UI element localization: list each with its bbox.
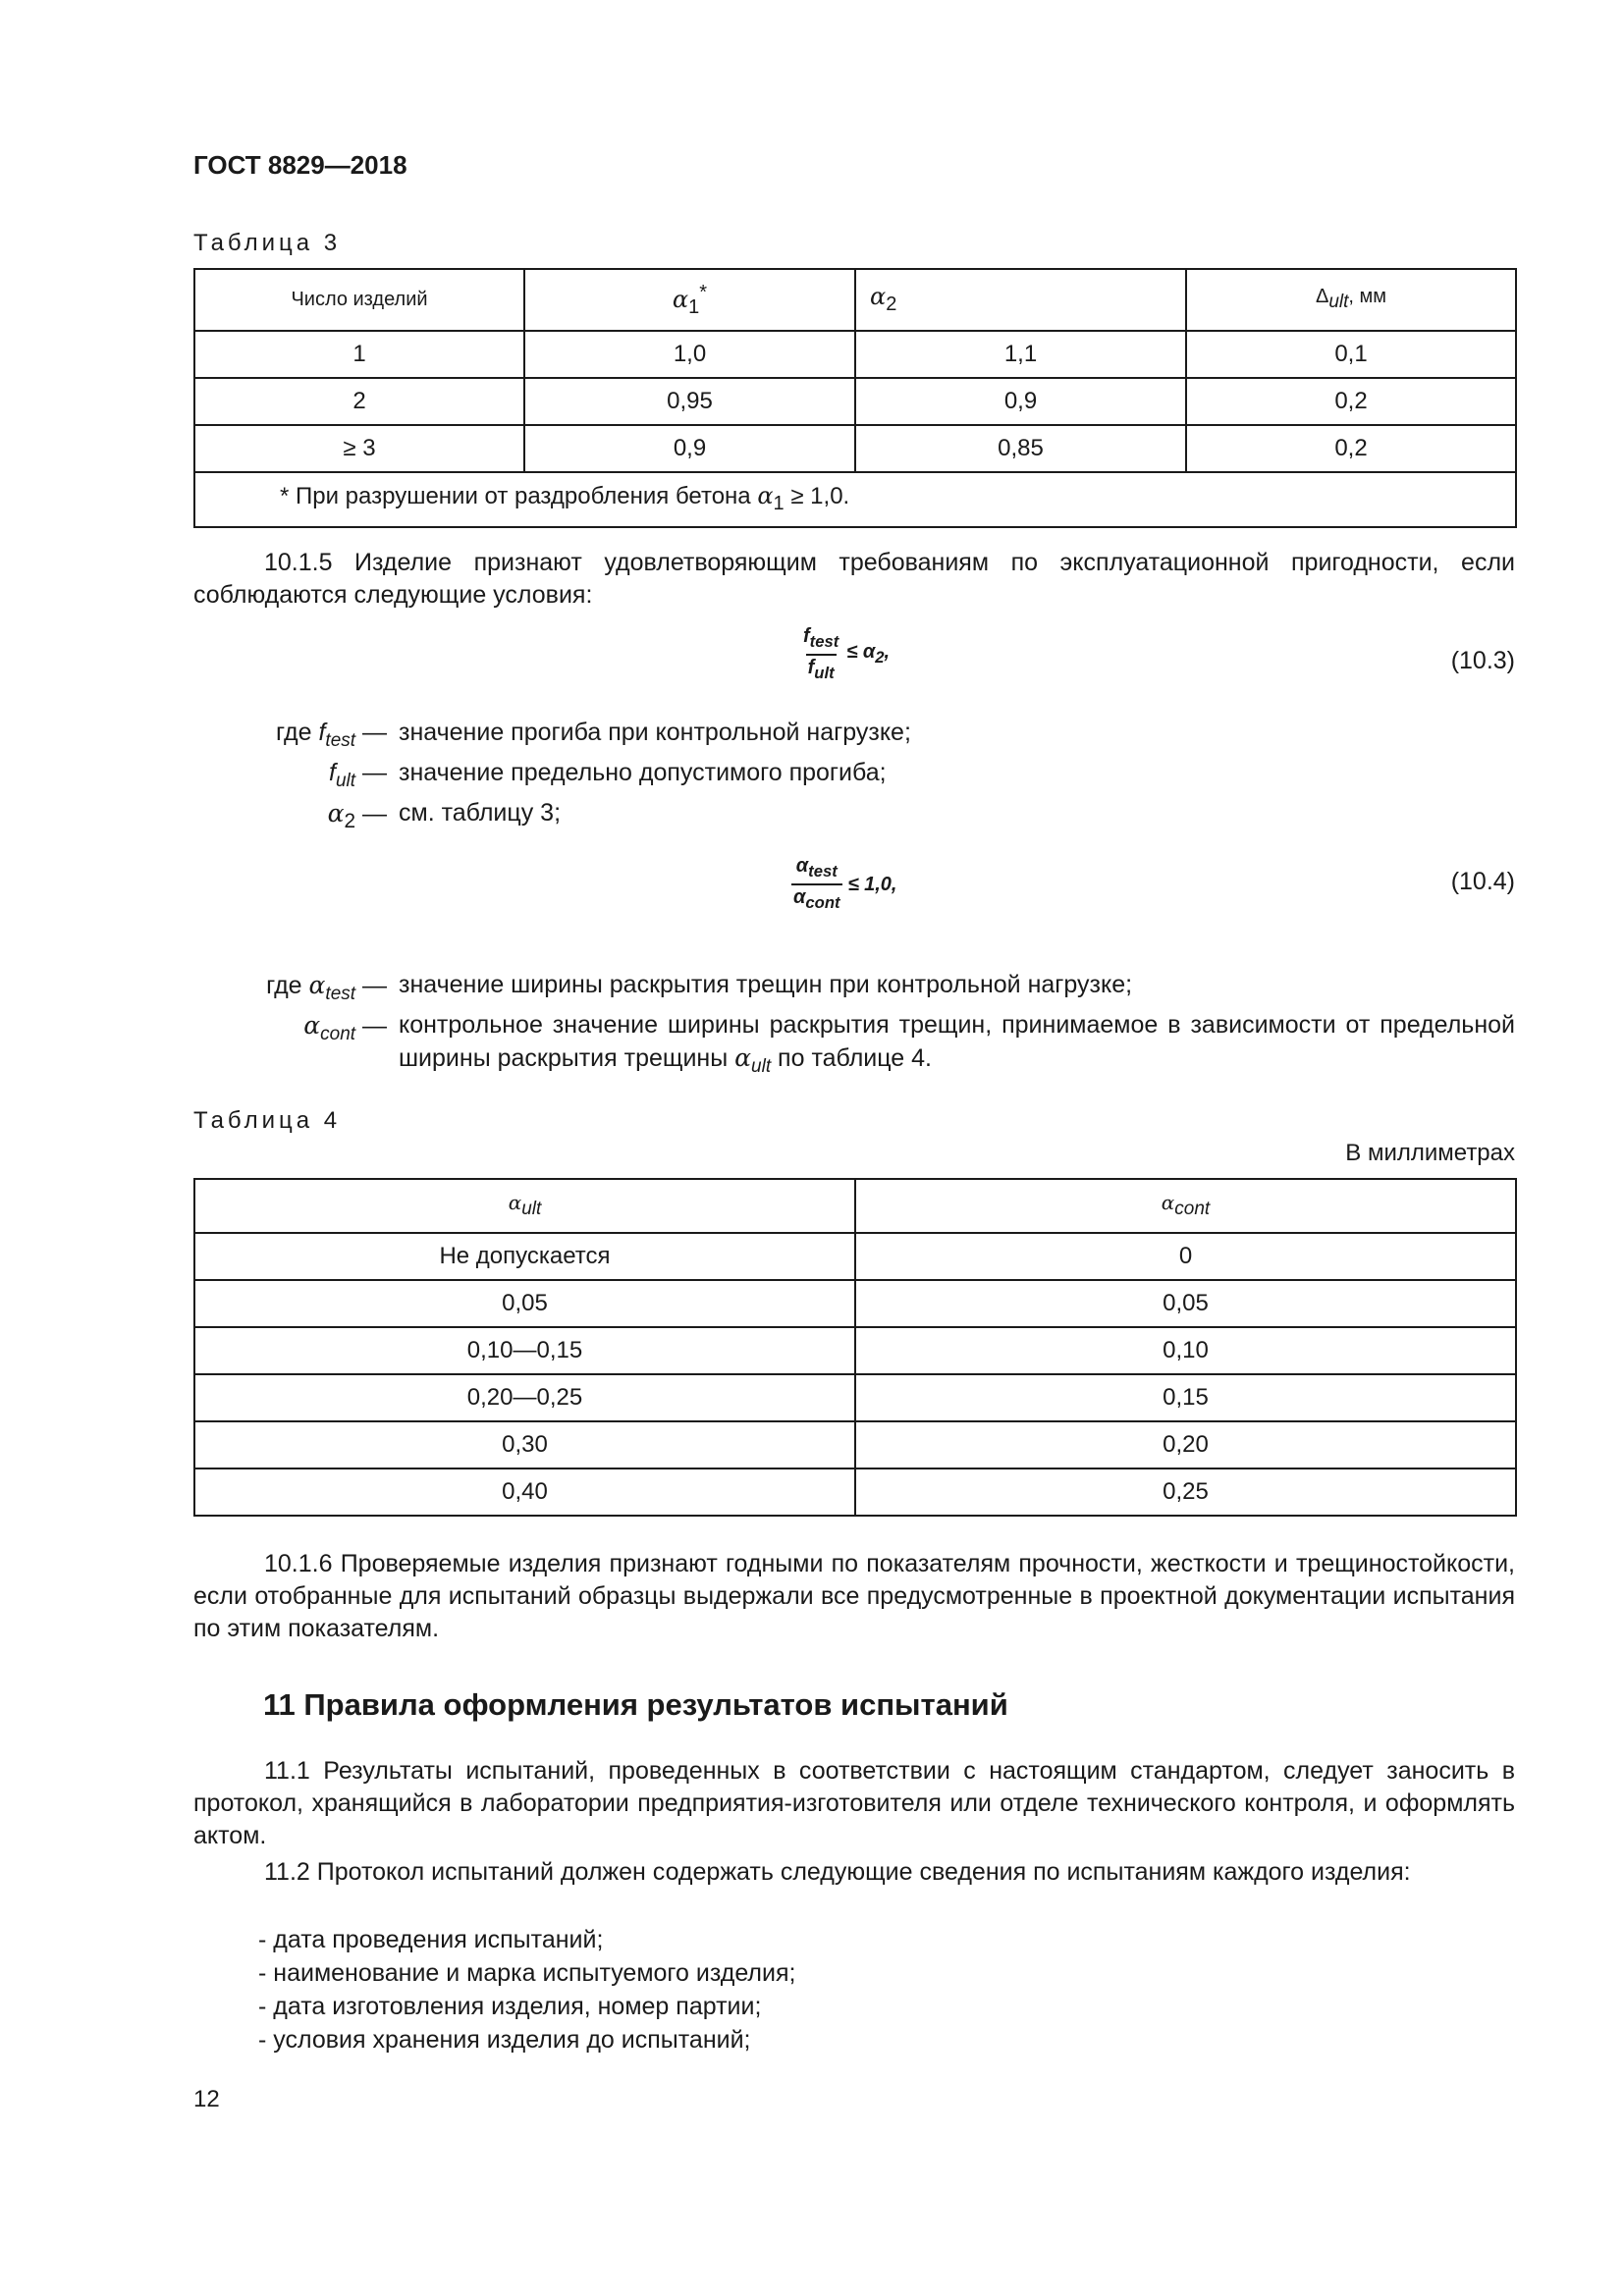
table-cell: 0,9	[855, 378, 1186, 425]
table3-footnote-row	[194, 472, 1516, 527]
table3	[193, 268, 1517, 528]
table-row	[194, 1280, 1516, 1327]
table-row	[194, 425, 1516, 472]
table3-header-alpha1: $\alpha_1^*$	[524, 269, 855, 331]
table-cell: 0,9	[524, 425, 855, 472]
list-item: - дата изготовления изделия, номер партии;	[258, 1993, 762, 2020]
table-cell: 0,10	[855, 1327, 1516, 1374]
table-cell: 0,20	[855, 1421, 1516, 1468]
page-number: 12	[193, 2086, 220, 2112]
table3-header-row	[194, 269, 1516, 331]
table-row	[194, 1327, 1516, 1374]
paragraph-10-1-6: 10.1.6 Проверяемые изделия признают годными по показателям прочности, жесткости и трещиностойкости, если отобранные для испытаний образцы выдержали все предусмотренные в проектной документации испытания по этим показателям.	[193, 1550, 1515, 1642]
table-cell: 0,15	[855, 1374, 1516, 1421]
table-cell: 0,05	[194, 1280, 855, 1327]
table-cell: 0,10—0,15	[194, 1327, 855, 1374]
table3-header-alpha2: $\alpha_2$	[855, 269, 1186, 331]
table4-caption: Таблица 4	[193, 1107, 342, 1134]
table-row	[194, 331, 1516, 378]
table4	[193, 1178, 1517, 1517]
list-item: - условия хранения изделия до испытаний;	[258, 2026, 751, 2054]
table-cell: 0,05	[855, 1280, 1516, 1327]
table-row	[194, 1468, 1516, 1516]
table-row	[194, 1421, 1516, 1468]
table-cell: 0,40	[194, 1468, 855, 1516]
list-item: - наименование и марка испытуемого изделия;	[258, 1959, 796, 1987]
formula-10-3: $\frac{f_{test}}{f_{ult}}$ ≤ $\alpha_2$,	[801, 624, 890, 685]
table3-header-count: Число изделий	[194, 269, 524, 331]
table3-footnote: * При разрушении от раздробления бетона $\alpha_1 \ge 1,0$.	[194, 472, 1516, 527]
where-item: где $f_{test}$ — значение прогиба при контрольной нагрузке;	[276, 719, 911, 751]
table4-units: В миллиметрах	[1345, 1140, 1515, 1166]
table-cell: 0,95	[524, 378, 855, 425]
table-row	[194, 378, 1516, 425]
table-cell: 1,0	[524, 331, 855, 378]
where-item: где $\alpha_{test}$ — значение ширины раскрытия трещин при контрольной нагрузке;	[266, 971, 1133, 1004]
table-cell: ≥ 3	[194, 425, 524, 472]
where-item: $\alpha_{cont}$ — контрольное значение ширины раскрытия трещин, принимаемое в зависимости от предельной ширины раскрытия трещины $\alpha_{ult}$ по таблице 4.	[303, 1011, 1515, 1077]
table3-header-delta: $\Delta_{ult}$, мм	[1186, 269, 1516, 331]
table-cell: 2	[194, 378, 524, 425]
table4-header-ult: $\alpha_{ult}$	[194, 1179, 855, 1233]
table-cell: 1,1	[855, 331, 1186, 378]
table-cell: 0,20—0,25	[194, 1374, 855, 1421]
table4-header-row	[194, 1179, 1516, 1233]
table-cell: 0,2	[1186, 425, 1516, 472]
table-row	[194, 1374, 1516, 1421]
formula-10-4: $\frac{\alpha_{test}}{\alpha_{cont}}$ ≤ 1,0,	[791, 854, 896, 915]
table3-caption: Таблица 3	[193, 230, 342, 256]
paragraph-11-2: 11.2 Протокол испытаний должен содержать следующие сведения по испытаниям каждого изделия:	[264, 1858, 1411, 1886]
formula-10-3-number: (10.3)	[1450, 647, 1515, 674]
table-row	[194, 1233, 1516, 1280]
paragraph-10-1-5: 10.1.5 Изделие признают удовлетворяющим требованиям по эксплуатационной пригодности, если соблюдаются следующие условия:	[193, 549, 1515, 609]
list-item: - дата проведения испытаний;	[258, 1926, 604, 1953]
table-cell: 1	[194, 331, 524, 378]
table-cell: Не допускается	[194, 1233, 855, 1280]
table-cell: 0,2	[1186, 378, 1516, 425]
table-cell: 0,25	[855, 1468, 1516, 1516]
standard-code: ГОСТ 8829—2018	[193, 150, 407, 180]
table-cell: 0,85	[855, 425, 1186, 472]
where-item: $\alpha_2$ — см. таблицу 3;	[327, 799, 562, 832]
where-item: $f_{ult}$ — значение предельно допустимого прогиба;	[329, 759, 887, 791]
section-11-title: 11 Правила оформления результатов испытаний	[263, 1687, 1008, 1722]
table-cell: 0,30	[194, 1421, 855, 1468]
paragraph-11-1: 11.1 Результаты испытаний, проведенных в соответствии с настоящим стандартом, следует заносить в протокол, хранящийся в лаборатории предприятия-изготовителя или отделе технического контроля, и оформлять актом.	[193, 1757, 1515, 1849]
table-cell: 0,1	[1186, 331, 1516, 378]
formula-10-4-number: (10.4)	[1450, 868, 1515, 895]
table4-header-cont: $\alpha_{cont}$	[855, 1179, 1516, 1233]
table-cell: 0	[855, 1233, 1516, 1280]
